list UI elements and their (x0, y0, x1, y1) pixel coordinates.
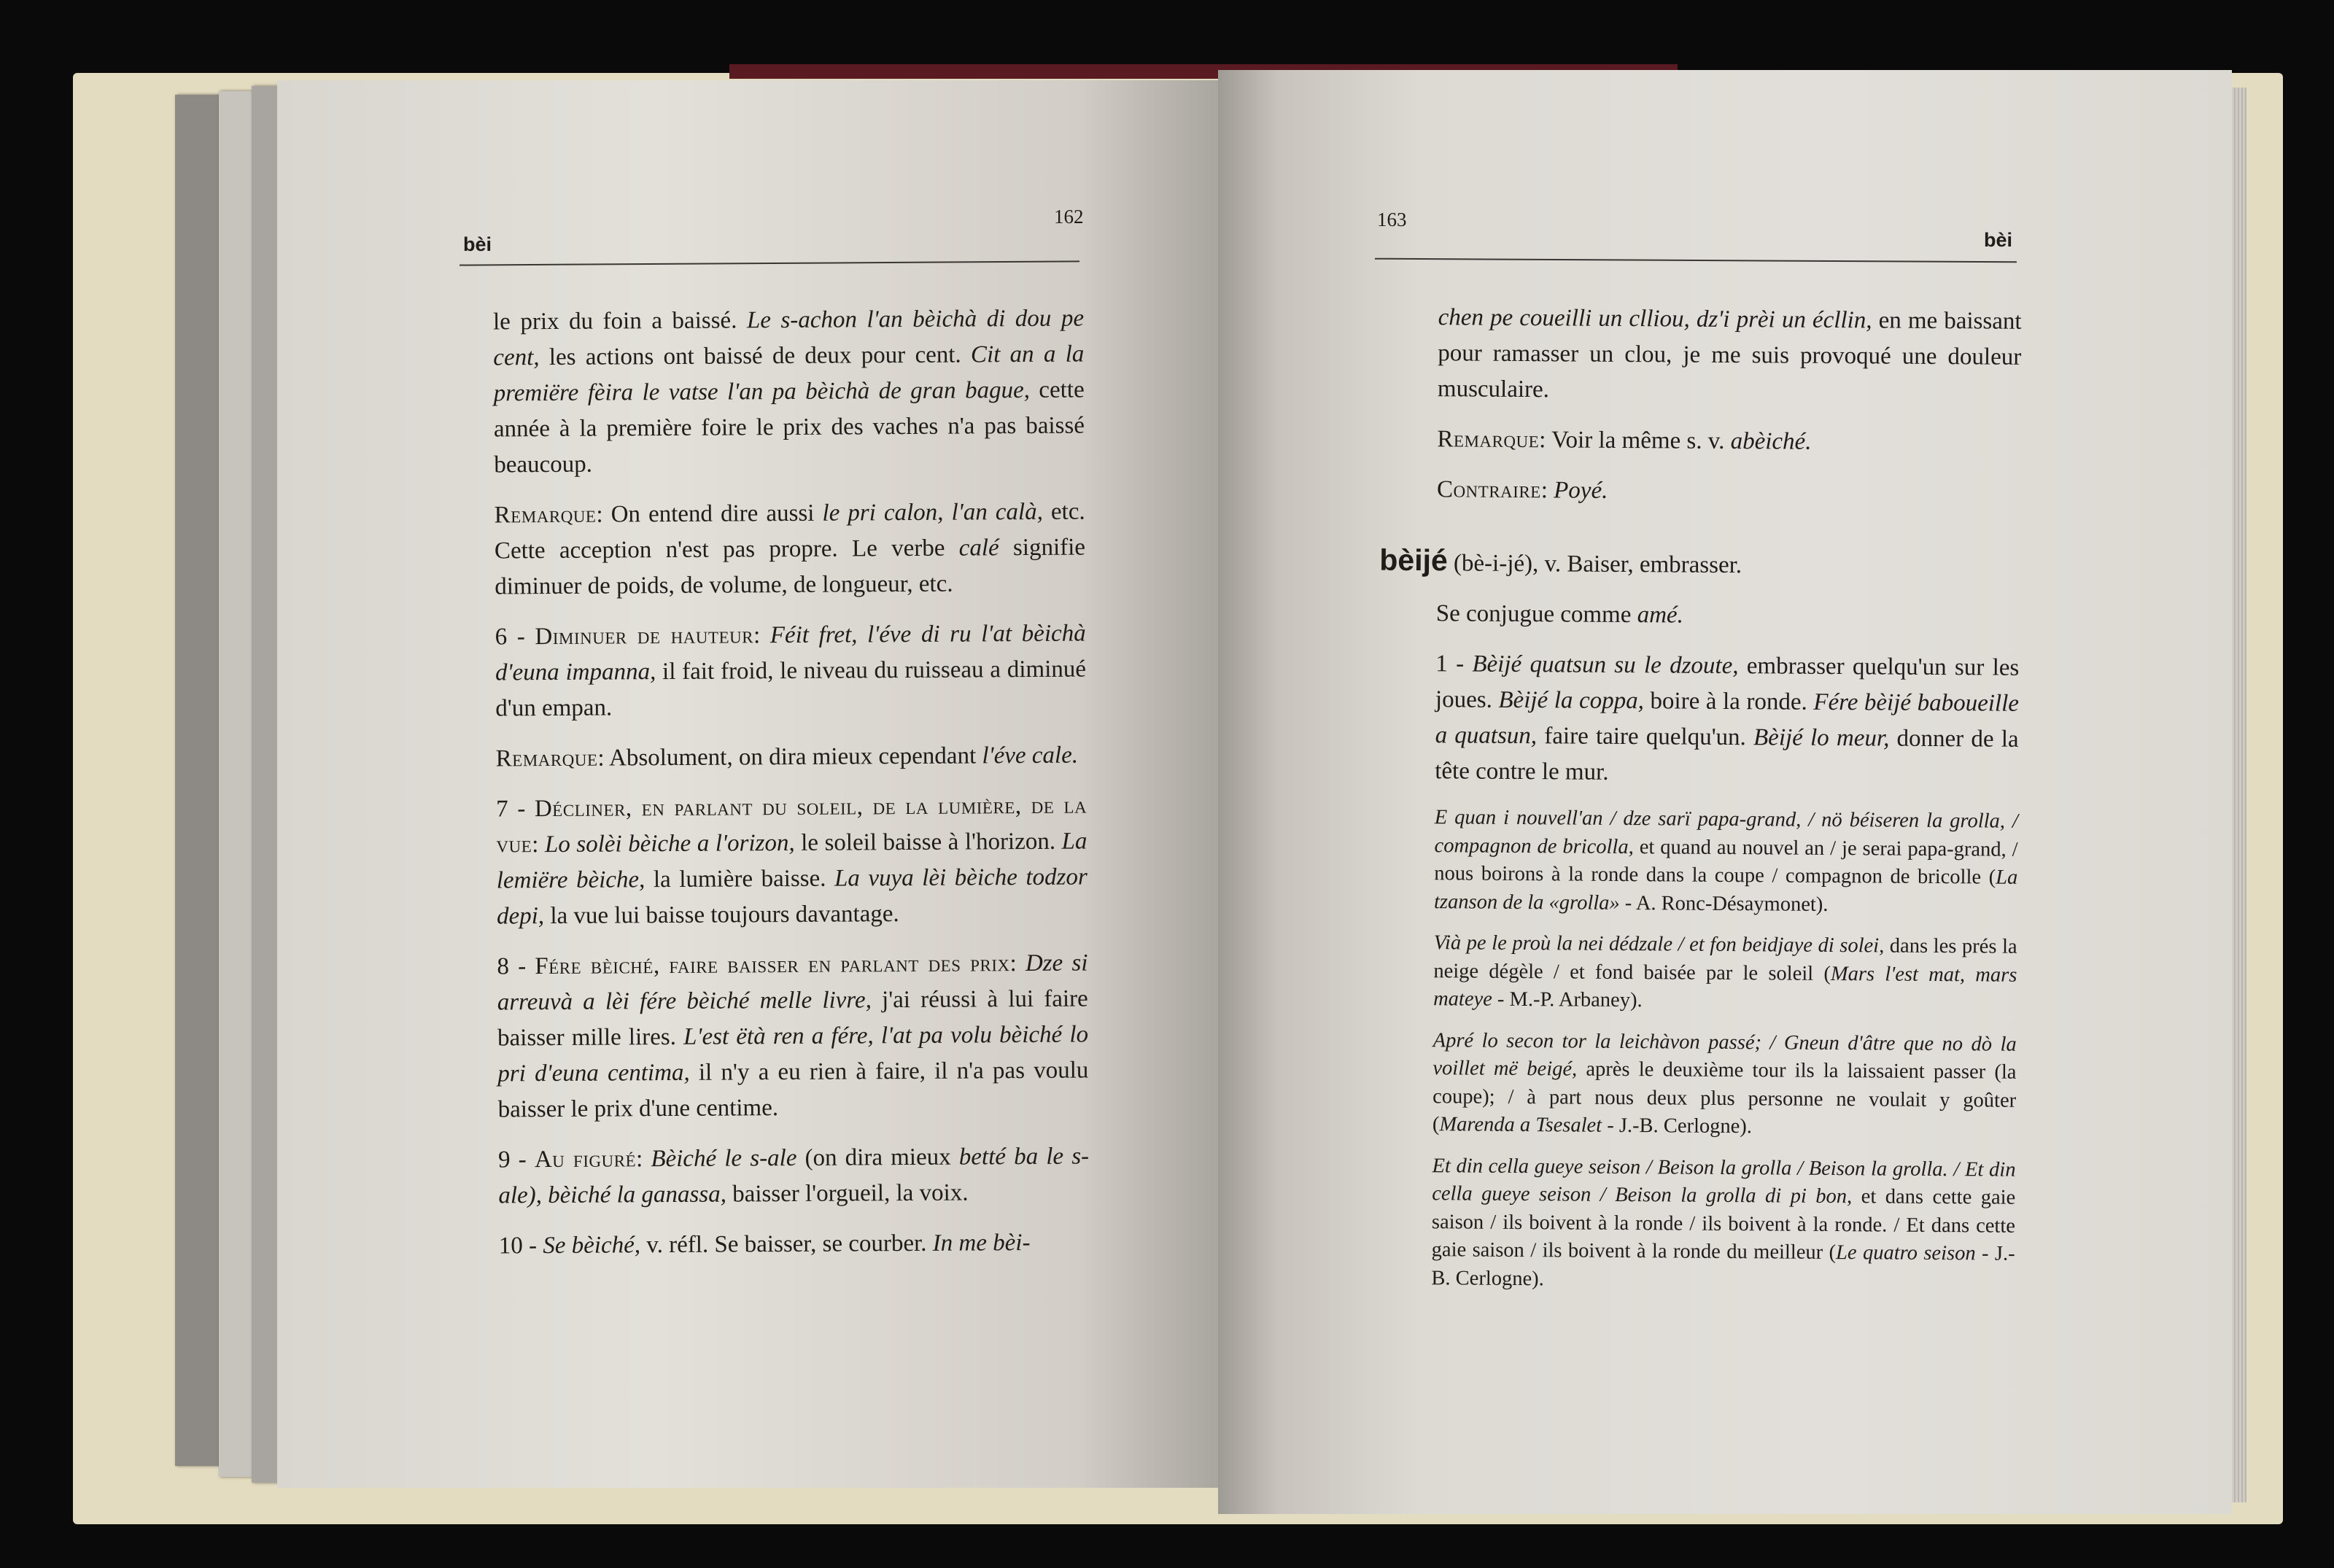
section-label: Contraire (1436, 476, 1541, 504)
italic-text: Bèijé la coppa, (1498, 686, 1645, 715)
section-label: Diminuer de hauteur (535, 622, 754, 651)
section-label: Remarque (495, 745, 598, 772)
italic-text: La tzanson de la «grolla» (1433, 866, 2018, 915)
text: le prix du foin a baissé. (492, 307, 748, 335)
text: 8 - (497, 953, 535, 980)
italic-text: Et din cella gueye seison / Beison la grolla / Beison la grolla. / Et din cella gueye seison / Beison la grolla di pi bon, (1432, 1154, 2016, 1208)
left-page-text (493, 301, 1090, 1279)
italic-text: Mars l'est mat, mars mateye (1433, 962, 2017, 1011)
text: baisser l'orgueil, la voix. (726, 1179, 969, 1208)
text: : (1540, 477, 1554, 504)
italic-text: Bèijé lo meur, (1753, 724, 1890, 752)
text: donner de la tête contre le mur. (1435, 725, 2019, 785)
italic-text: calé (958, 535, 999, 562)
italic-text: In me bèi- (932, 1230, 1031, 1257)
italic-text: Le s-achon l'an bèichà di dou pe cent, (493, 305, 1085, 371)
section-label: Fére bèiché, faire baisser en parlant des prix (535, 950, 1010, 980)
paragraph (495, 494, 1086, 605)
italic-text: Se bèiché, (543, 1232, 641, 1260)
italic-text: Cit an a la premiëre fèira le vatse l'an pa bèichà de gran bague, (493, 341, 1085, 407)
italic-text: Dze si arreuvà a lèi fére bèiché melle livre, (497, 950, 1088, 1016)
right-page-text (1379, 300, 2022, 1310)
text: j'ai réussi à lui faire baisser mille lires. (497, 985, 1088, 1052)
italic-text: chen pe coueilli un clliou, dz'i prèi un écllin, (1438, 304, 1872, 334)
dictionary-entry (1379, 543, 2020, 586)
paragraph (498, 1139, 1090, 1214)
header-rule (460, 260, 1079, 265)
headword: bèijé (1379, 543, 1448, 578)
text: la lumière baisse. (645, 865, 835, 893)
text: cette année à la première foire le prix des vaches n'a pas baissé beaucoup. (493, 376, 1085, 478)
left-page (277, 80, 1218, 1488)
italic-text: l'éve cale. (982, 742, 1079, 769)
text: - M.-P. Arbaney). (1492, 987, 1643, 1012)
text: et quand au nouvel an / je serai papa-grand, / nous boirons à la ronde dans la coupe / compagnon de bricolle ( (1434, 835, 2018, 889)
italic-text: Féit fret, l'éve di ru l'at bèichà d'euna impanna, (495, 620, 1086, 686)
text: - J.-B. Cerlogne). (1431, 1242, 2015, 1290)
text: et dans cette gaie saison / ils boivent à la ronde / ils boivent à la ronde. / Et dans cette gaie saison / ils boivent à la ronde du meilleur ( (1431, 1185, 2016, 1265)
paragraph (1437, 472, 2020, 512)
text: 9 - (497, 1146, 535, 1173)
section-label: Décliner, en parlant du soleil, de la lumière, de la vue (496, 792, 1087, 858)
text: après le deuxième tour ils la laissaient passer (la coupe); / à part nous deux plus personne ne voulait y goûter ( (1432, 1057, 2017, 1136)
italic-text: Bèiché le s-ale (651, 1144, 797, 1173)
running-head: bèi (463, 233, 492, 255)
paragraph (499, 1225, 1090, 1265)
text: (bè-i-jé), v. Baiser, embrasser. (1447, 550, 1742, 579)
italic-text: Marenda a Tsesalet (1439, 1113, 1602, 1137)
italic-text: Fére bèijé baboueille a quatsun, (1435, 688, 2020, 750)
paragraph (496, 788, 1087, 935)
paragraph (1437, 422, 2020, 462)
paragraph (1435, 646, 2019, 793)
italic-text: betté ba le s-ale), bèiché la ganassa, (498, 1143, 1090, 1209)
text: - J.-B. Cerlogne). (1602, 1114, 1753, 1138)
text: signifie diminuer de poids, de volume, de longueur, etc. (495, 534, 1086, 600)
citation-paragraph (1434, 804, 2018, 920)
right-page (1218, 70, 2232, 1514)
paragraph (493, 301, 1085, 484)
paragraph (496, 738, 1087, 777)
italic-text: Le quatro seison (1835, 1241, 1976, 1265)
text: faire taire quelqu'un. (1537, 723, 1754, 751)
italic-text: La lemiëre bèiche, (496, 828, 1087, 894)
text: : On entend dire aussi (596, 500, 823, 528)
text: embrasser quelqu'un sur les joues. (1435, 653, 2020, 713)
text: - A. Ronc-Désaymonet). (1619, 891, 1829, 916)
text: dans les prés la neige dégèle / et fond baisée par le soleil ( (1433, 934, 2017, 985)
page-number: 163 (1377, 209, 1407, 230)
text: Se conjugue comme (1435, 600, 1637, 629)
header-rule (1375, 258, 2017, 263)
text: en me baissant pour ramasser un clou, je me suis provoqué une douleur musculaire. (1437, 307, 2022, 403)
text: 6 - (495, 624, 535, 651)
section-label: Remarque (1437, 426, 1540, 454)
text: le soleil baisse à l'horizon. (794, 828, 1062, 856)
text: il fait froid, le niveau du ruisseau a diminué d'un empan. (495, 656, 1087, 722)
text: la vue lui baisse toujours davantage. (544, 901, 899, 930)
italic-text: Lo solèi bèiche a l'orizon, (544, 829, 795, 858)
text: : (1009, 950, 1026, 977)
page-number: 162 (1054, 206, 1084, 228)
citation-paragraph (1432, 1027, 2017, 1144)
text: : Voir la même s. v. (1539, 427, 1731, 455)
italic-text: Poyé. (1554, 477, 1608, 504)
paragraph (1436, 596, 2020, 636)
italic-text: amé. (1637, 602, 1684, 629)
text: : (635, 1146, 651, 1173)
italic-text: E quan i nouvell'an / dze sarï papa-grand, / nö béiseren la grolla, / compagnon de bricolla, (1434, 806, 2018, 858)
text: : (532, 831, 546, 858)
text: 10 - (498, 1233, 543, 1260)
italic-text: La vuya lèi bèiche todzor depi, (496, 863, 1087, 930)
text: boire à la ronde. (1643, 688, 1814, 715)
italic-text: le pri calon, l'an calà, (822, 498, 1044, 527)
text: il n'y a eu rien à faire, il n'a pas voulu baisser le prix d'une centime. (497, 1057, 1089, 1123)
text: : Absolument, on dira mieux cependant (597, 742, 982, 772)
section-label: Au figuré (534, 1146, 637, 1173)
text: les actions ont baissé de deux pour cent. (539, 341, 972, 371)
italic-text: L'est ëtà ren a fére, l'at pa volu bèiché lo pri d'euna centima, (497, 1021, 1089, 1087)
paragraph (495, 616, 1087, 727)
text: (on dira mieux (796, 1144, 959, 1171)
text: 7 - (496, 796, 535, 823)
section-label: Remarque (494, 501, 597, 529)
italic-text: Bèijé quatsun su le dzoute, (1472, 651, 1739, 680)
italic-text: Vià pe le proù la nei dédzale / et fon beidjaye di solei, (1433, 931, 1885, 958)
paragraph (1438, 300, 2022, 411)
paragraph (497, 946, 1088, 1128)
citation-paragraph (1431, 1152, 2015, 1297)
running-head: bèi (1984, 229, 2013, 251)
italic-text: Apré lo secon tor la leichàvon passé; / Gneun d'âtre que no dò la voillet më beigé, (1432, 1028, 2017, 1081)
text: 1 - (1435, 651, 1473, 678)
text: v. réfl. Se baisser, se courber. (640, 1230, 933, 1259)
citation-paragraph (1433, 929, 2017, 1017)
text: etc. Cette acception n'est pas propre. Le verbe (494, 498, 1085, 564)
text: : (753, 622, 770, 649)
italic-text: abèiché. (1730, 428, 1812, 455)
